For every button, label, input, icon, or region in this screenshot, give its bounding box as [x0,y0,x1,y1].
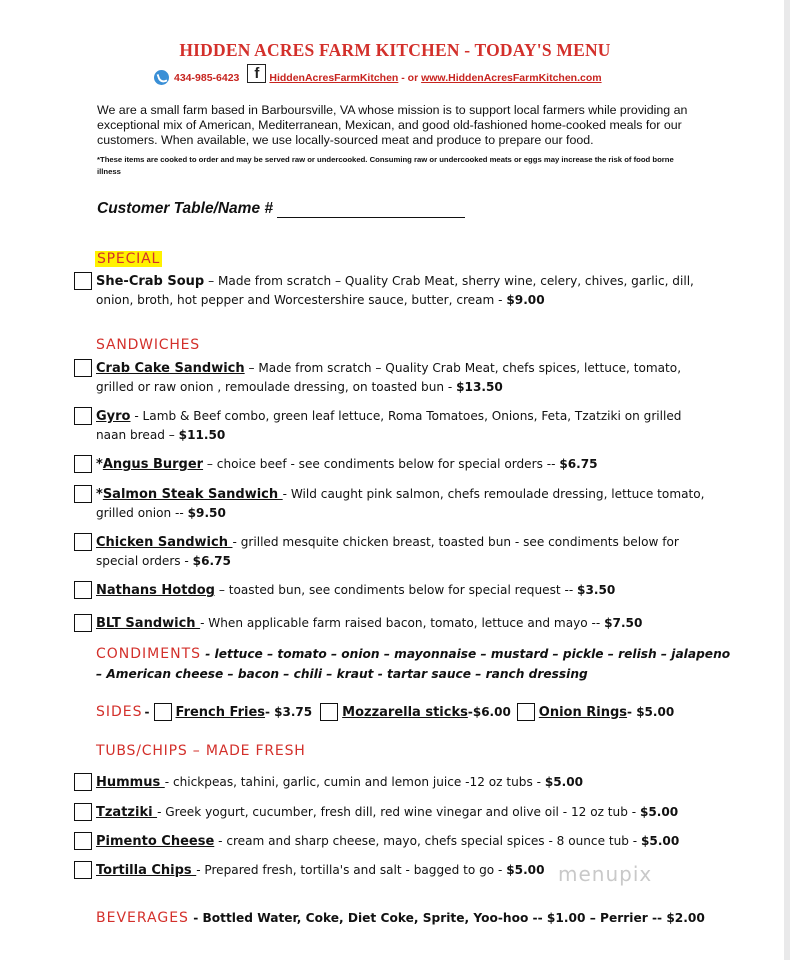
section-beverages-heading: BEVERAGES [96,910,189,926]
menu-item: Tortilla Chips - Prepared fresh, tortilla's and salt - bagged to go - $5.00 [74,861,714,880]
menu-item: *Salmon Steak Sandwich - Wild caught pink salmon, chefs remoulade dressing, lettuce tomato, grilled onion -- $9.50 [74,485,714,523]
condiments-list: - lettuce – tomato – onion – mayonnaise – mustard – pickle – relish – jalapeno – American cheese – bacon – chili – kraut - tartar sauce – ranch dressing [96,647,731,681]
item-checkbox[interactable] [74,581,92,599]
customer-table-field[interactable] [97,200,465,218]
condiments-block [96,644,736,684]
menu-item: Pimento Cheese - cream and sharp cheese, mayo, chefs special spices - 8 ounce tub - $5.00 [74,832,714,851]
menu-item: She-Crab Soup – Made from scratch – Quality Crab Meat, sherry wine, celery, chives, garlic, dill, onion, broth, hot pepper and Worcestershire sauce, butter, cream - $9.00 [74,272,714,310]
customer-table-label: Customer Table/Name # [97,200,274,217]
item-checkbox[interactable] [74,832,92,850]
beverages-block [96,910,705,926]
side-name: French Fries [175,704,266,720]
item-checkbox[interactable] [74,533,92,551]
menu-item: BLT Sandwich - When applicable farm raised bacon, tomato, lettuce and mayo -- $7.50 [74,614,714,633]
menu-item: Nathans Hotdog – toasted bun, see condiments below for special request -- $3.50 [74,581,714,600]
menu-item: Chicken Sandwich - grilled mesquite chicken breast, toasted bun - see condiments below for special orders - $6.75 [74,533,714,571]
phone-number[interactable]: 434-985-6423 [174,71,240,84]
or-text: - or [398,71,422,84]
item-checkbox[interactable] [74,455,92,473]
page-edge [784,0,790,960]
item-checkbox[interactable] [74,272,92,290]
section-special-heading: SPECIAL [97,251,161,267]
watermark: menupix [558,862,653,886]
item-checkbox[interactable] [74,614,92,632]
section-condiments-heading: CONDIMENTS [96,646,202,662]
section-sides-heading: SIDES [96,704,143,720]
sides-row: SIDES - French Fries - $3.75 Mozzarella sticks -$6.00 Onion Rings - $5.00 [96,704,675,720]
intro-text: We are a small farm based in Barboursville, VA whose mission is to support local farmers while providing an exceptional mix of American, Mediterranean, Mexican, and good old-fashioned home-cooked meals for our customers. When available, we use locally-sourced meat and produce to prepare our food. [97,103,688,147]
side-name: Mozzarella sticks [342,704,468,720]
item-checkbox[interactable] [74,803,92,821]
item-checkbox[interactable] [74,407,92,425]
menu-item: *Angus Burger – choice beef - see condiments below for special orders -- $6.75 [74,455,714,474]
item-checkbox[interactable] [74,773,92,791]
facebook-link[interactable]: HiddenAcresFarmKitchen [269,71,399,84]
item-checkbox[interactable] [74,359,92,377]
facebook-icon: f [247,64,266,83]
page-title: HIDDEN ACRES FARM KITCHEN - TODAY'S MENU [179,40,611,60]
website-link[interactable]: www.HiddenAcresFarmKitchen.com [421,71,602,84]
side-checkbox[interactable] [320,703,338,721]
menu-item: Hummus - chickpeas, tahini, garlic, cumin and lemon juice -12 oz tubs - $5.00 [74,773,714,792]
contact-line [154,65,602,87]
menu-item: Tzatziki - Greek yogurt, cucumber, fresh dill, red wine vinegar and olive oil - 12 oz tub - $5.00 [74,803,714,822]
section-sandwiches-heading: SANDWICHES [96,337,200,353]
beverages-list: - Bottled Water, Coke, Diet Coke, Sprite, Yoo-hoo -- $1.00 – Perrier -- $2.00 [188,911,705,925]
food-safety-note: *These items are cooked to order and may be served raw or undercooked. Consuming raw or undercooked meats or eggs may increase the risk of food borne illness [97,155,674,176]
phone-icon [154,70,169,85]
customer-table-blank[interactable] [277,201,465,218]
side-checkbox[interactable] [517,703,535,721]
menu-item: Gyro - Lamb & Beef combo, green leaf lettuce, Roma Tomatoes, Onions, Feta, Tzatziki on grilled naan bread – $11.50 [74,407,714,445]
side-checkbox[interactable] [154,703,172,721]
side-name: Onion Rings [538,704,628,720]
menu-item: Crab Cake Sandwich – Made from scratch – Quality Crab Meat, chefs spices, lettuce, tomato, grilled or raw onion , remoulade dressing, on toasted bun - $13.50 [74,359,714,397]
item-checkbox[interactable] [74,485,92,503]
section-tubs-heading: TUBS/CHIPS – MADE FRESH [96,743,306,759]
item-checkbox[interactable] [74,861,92,879]
